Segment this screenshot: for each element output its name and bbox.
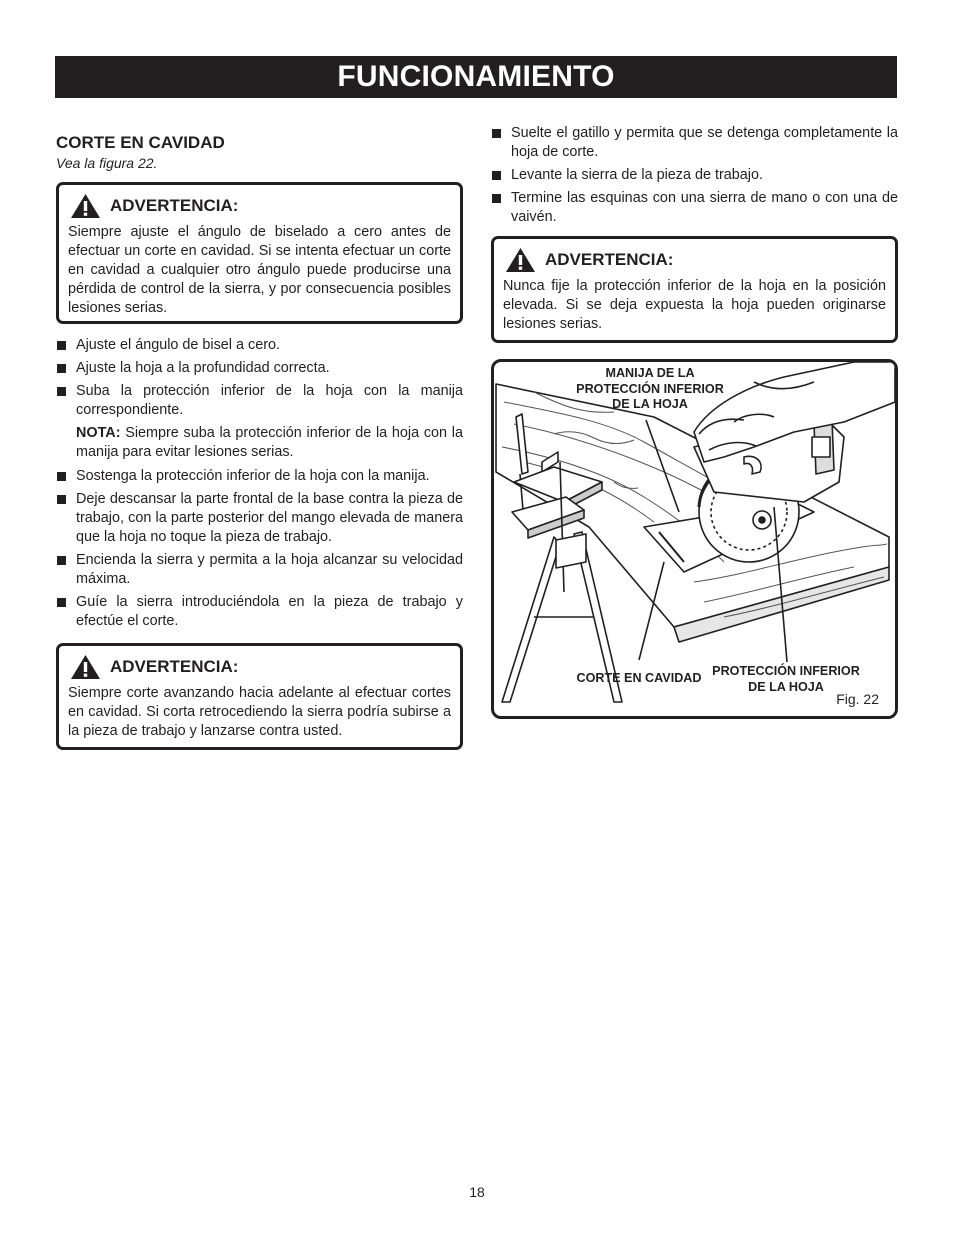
warning-triangle-icon	[70, 654, 101, 680]
bullet-square-icon	[57, 598, 66, 607]
warning-title: ADVERTENCIA:	[110, 196, 239, 215]
warning-text: Nunca fije la protección inferior de la hoja en la posición elevada. Si se deja expuesta la hoja pueden originarse lesiones serias.	[503, 278, 886, 332]
list-item: Guíe la sierra introduciéndola en la pieza de trabajo y efectúe el corte.	[56, 593, 463, 631]
list-item: Sostenga la protección inferior de la hoja con la manija.	[56, 467, 463, 486]
label-guard-handle: MANIJA DE LA PROTECCIÓN INFERIOR DE LA HOJA	[576, 366, 724, 411]
warning-title: ADVERTENCIA:	[110, 657, 239, 676]
list-item: Suelte el gatillo y permita que se detenga completamente la hoja de corte.	[491, 124, 898, 162]
note-text: NOTA: Siempre suba la protección inferior de la hoja con la manija para evitar lesiones serias.	[76, 425, 463, 460]
label-plunge-cut: CORTE EN CAVIDAD	[576, 671, 702, 685]
bullet-square-icon	[57, 341, 66, 350]
list-item: Termine las esquinas con una sierra de mano o con una de vaivén.	[491, 189, 898, 227]
bullet-square-icon	[492, 171, 501, 180]
bullet-square-icon	[57, 556, 66, 565]
note-label: NOTA:	[76, 425, 121, 441]
bullet-square-icon	[492, 129, 501, 138]
warning-header	[70, 193, 451, 219]
bullet-square-icon	[492, 194, 501, 203]
circular-saw-plunge-cut-illustration	[494, 362, 895, 716]
list-item: Suba la protección inferior de la hoja con la manija correspondiente.	[56, 382, 463, 420]
warning-title: ADVERTENCIA:	[545, 250, 674, 269]
bullet-square-icon	[57, 387, 66, 396]
header-banner	[55, 56, 897, 98]
warning-text: Siempre ajuste el ángulo de biselado a cero antes de efectuar un corte en cavidad. Si se intenta efectuar un corte en cavidad a cualquier otro ángulo puede producirse una pérdida de control de la sierra, y por consecuencia posibles lesiones serias.	[68, 224, 451, 316]
bullet-square-icon	[57, 364, 66, 373]
figure-22	[491, 359, 898, 719]
list-item: Ajuste la hoja a la profundidad correcta.	[56, 359, 463, 378]
warning-triangle-icon	[505, 247, 536, 273]
section-title: CORTE EN CAVIDAD	[56, 133, 225, 152]
steps-list-right	[491, 124, 898, 231]
steps-list-left	[56, 336, 463, 635]
warning-text: Siempre corte avanzando hacia adelante al efectuar cortes en cavidad. Si corta retrocediendo la sierra podría subirse a la pieza de trabajo y lanzarse contra usted.	[68, 685, 451, 739]
bullet-square-icon	[57, 472, 66, 481]
list-item: Ajuste el ángulo de bisel a cero.	[56, 336, 463, 355]
list-item: Encienda la sierra y permita a la hoja alcanzar su velocidad máxima.	[56, 551, 463, 589]
warning-header	[505, 247, 886, 273]
figure-reference: Vea la figura 22.	[56, 155, 158, 171]
warning-box-bevel	[56, 182, 463, 324]
page-number: 18	[469, 1184, 485, 1200]
bullet-square-icon	[57, 495, 66, 504]
warning-box-forward	[56, 643, 463, 750]
list-item: Deje descansar la parte frontal de la base contra la pieza de trabajo, con la parte posterior del mango elevada de manera que la hoja no toque la pieza de trabajo.	[56, 490, 463, 547]
label-lower-guard: PROTECCIÓN INFERIOR DE LA HOJA	[712, 664, 860, 694]
list-item: Levante la sierra de la pieza de trabajo.	[491, 166, 898, 185]
warning-triangle-icon	[70, 193, 101, 219]
figure-caption: Fig. 22	[836, 691, 879, 707]
page-title: FUNCIONAMIENTO	[337, 60, 615, 93]
warning-header	[70, 654, 451, 680]
sawhorse-left-leg	[502, 537, 560, 702]
warning-box-guard	[491, 236, 898, 343]
